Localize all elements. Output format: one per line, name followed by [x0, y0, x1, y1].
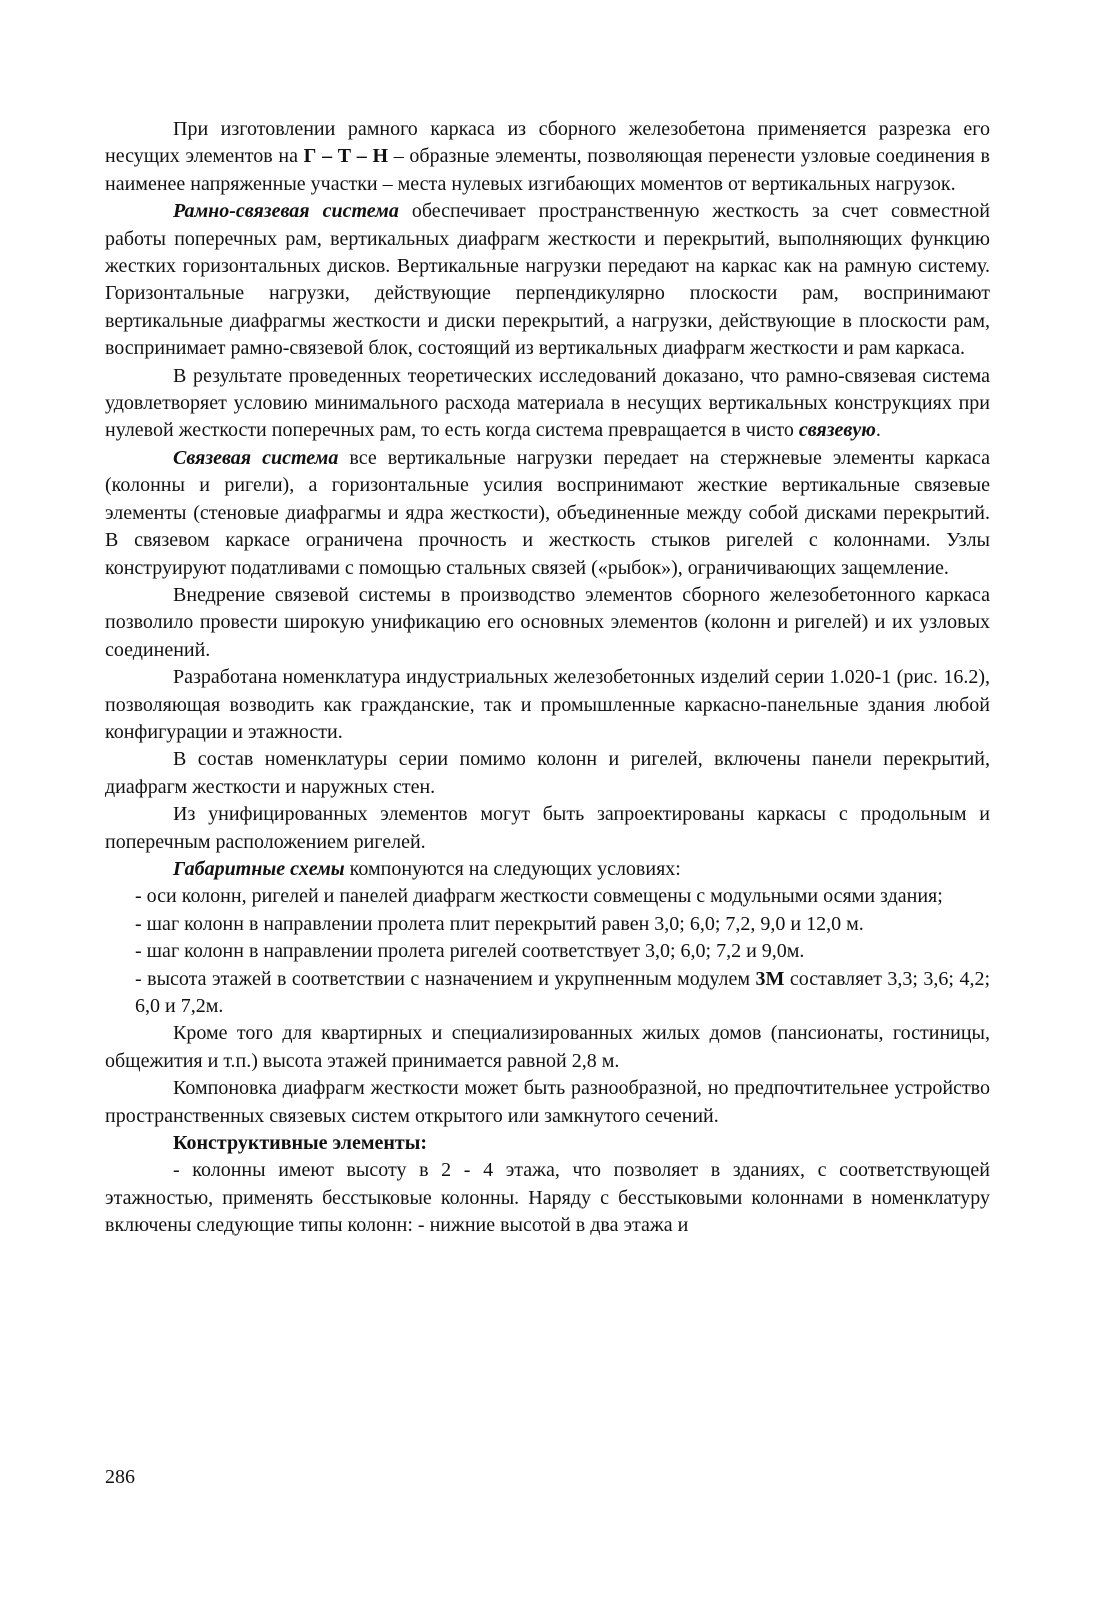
paragraph-text: – образные элементы, позволяющая перенести узловые соединения в наименее напряженные участки – места нулевых изгибающих моментов от вертикальных нагрузок.: [105, 145, 990, 195]
paragraph-text: обеспечивает пространственную жесткость за счет совместной работы поперечных рам, вертикальных диафрагм жесткости и перекрытий, выполняющих функцию жестких горизонтальных дисков. Вертикальные нагрузки передают на каркас как на рамную систему. Горизонтальные нагрузки, действующие перпендикулярно плоскости рам, воспринимают вертикальные диафрагмы жесткости и диски перекрытий, а нагрузки, действующие в плоскости рам, воспринимает рамно-связевой блок, состоящий из вертикальных диафрагм жесткости и рам каркаса.: [105, 200, 990, 360]
list-item-text: - шаг колонн в направлении пролета плит перекрытий равен 3,0; 6,0; 7,2, 9,0 и 12,0 м.: [135, 912, 864, 935]
list-item-axes: [105, 883, 990, 910]
paragraph-columns: [105, 1157, 990, 1239]
paragraph-text: Разработана номенклатура индустриальных железобетонных изделий серии 1.020-1 (рис. 16.2), позволяющая возводить как гражданские, так и промышленные каркасно-панельные здания любой конфигурации и этажности.: [105, 666, 990, 743]
paragraph-text: В результате проведенных теоретических исследований доказано, что рамно-связевая система удовлетворяет условию минимального расхода материала в несущих вертикальных конструкциях при нулевой жесткости поперечных рам, то есть когда система превращается в чисто: [105, 364, 990, 442]
paragraph-research-result: [105, 363, 990, 445]
module-3m-bold: 3М: [755, 967, 785, 990]
element-shapes-bold: Г – Т – Н: [303, 145, 389, 168]
paragraph-series-composition: [105, 746, 990, 801]
paragraph-text: Внедрение связевой системы в производство элементов сборного железобетонного каркаса позволило провести широкую унификацию его основных элементов (колонн и ригелей) и их узловых соединений.: [105, 583, 990, 661]
paragraph-text: компонуются на следующих условиях:: [344, 857, 681, 880]
list-item-floor-height: [105, 966, 990, 1021]
paragraph-unified-elements: [105, 801, 990, 856]
paragraph-text: В состав номенклатуры серии помимо колонн и ригелей, включены панели перекрытий, диафрагм жесткости и наружных стен.: [105, 748, 990, 798]
list-item-text: - оси колонн, ригелей и панелей диафрагм жесткости совмещены с модульными осями здания;: [135, 885, 943, 908]
paragraph-cutting: [105, 116, 990, 198]
list-item-text: - шаг колонн в направлении пролета ригелей соответствует 3,0; 6,0; 7,2 и 9,0м.: [135, 940, 805, 963]
section-heading: Конструктивные элементы:: [173, 1132, 428, 1155]
paragraph-diaphragm-layout: [105, 1075, 990, 1130]
paragraph-dimension-schemes: [105, 856, 990, 883]
term-braced-system: Связевая система: [173, 446, 339, 469]
paragraph-text: Кроме того для квартирных и специализированных жилых домов (пансионаты, гостиницы, общежития и т.п.) высота этажей принимается равной 2,8 м.: [105, 1022, 990, 1072]
paragraph-text: - колонны имеют высоту в 2 - 4 этажа, что позволяет в зданиях, с соответствующей этажностью, применять бесстыковые колонны. Наряду с бесстыковыми колоннами в номенклатуру включены следующие типы колонн: - нижние высотой в два этажа и: [105, 1159, 990, 1237]
list-item-column-step-girder: [105, 938, 990, 965]
paragraph-braced-system: [105, 445, 990, 582]
term-braced: связевую: [798, 419, 876, 442]
list-item-text: - высота этажей в соответствии с назначением и укрупненным модулем: [135, 967, 756, 990]
paragraph-residential: [105, 1020, 990, 1075]
paragraph-text: Компоновка диафрагм жесткости может быть разнообразной, но предпочтительнее устройство пространственных связевых систем открытого или замкнутого сечений.: [105, 1077, 990, 1127]
paragraph-nomenclature: [105, 664, 990, 746]
page-body: [105, 116, 990, 1240]
page-number: 286: [105, 1466, 135, 1488]
list-item-column-step-slab: [105, 911, 990, 938]
paragraph-text: При изготовлении рамного каркаса из сборного железобетона применяется разрезка его несущих элементов на: [105, 118, 990, 168]
paragraph-tail: .: [875, 419, 881, 442]
term-frame-brace-system: Рамно-связевая система: [173, 200, 399, 223]
paragraph-implementation: [105, 582, 990, 664]
paragraph-text: все вертикальные нагрузки передает на стержневые элементы каркаса (колонны и ригели), а горизонтальные усилия воспринимают жесткие вертикальные связевые элементы (стеновые диафрагмы и ядра жесткости), объединенные между собой дисками перекрытий. В связевом каркасе ограничена прочность и жесткость стыков ригелей с колоннами. Узлы конструируют податливами с помощью стальных связей («рыбок»), ограничивающих защемление.: [105, 446, 990, 579]
term-dimension-schemes: Габаритные схемы: [173, 857, 345, 880]
paragraph-text: Из унифицированных элементов могут быть запроектированы каркасы с продольным и поперечным расположением ригелей.: [105, 803, 990, 853]
list-item-text: составляет 3,3; 3,6; 4,2; 6,0 и 7,2м.: [135, 967, 990, 1017]
paragraph-frame-brace-system: [105, 198, 990, 362]
